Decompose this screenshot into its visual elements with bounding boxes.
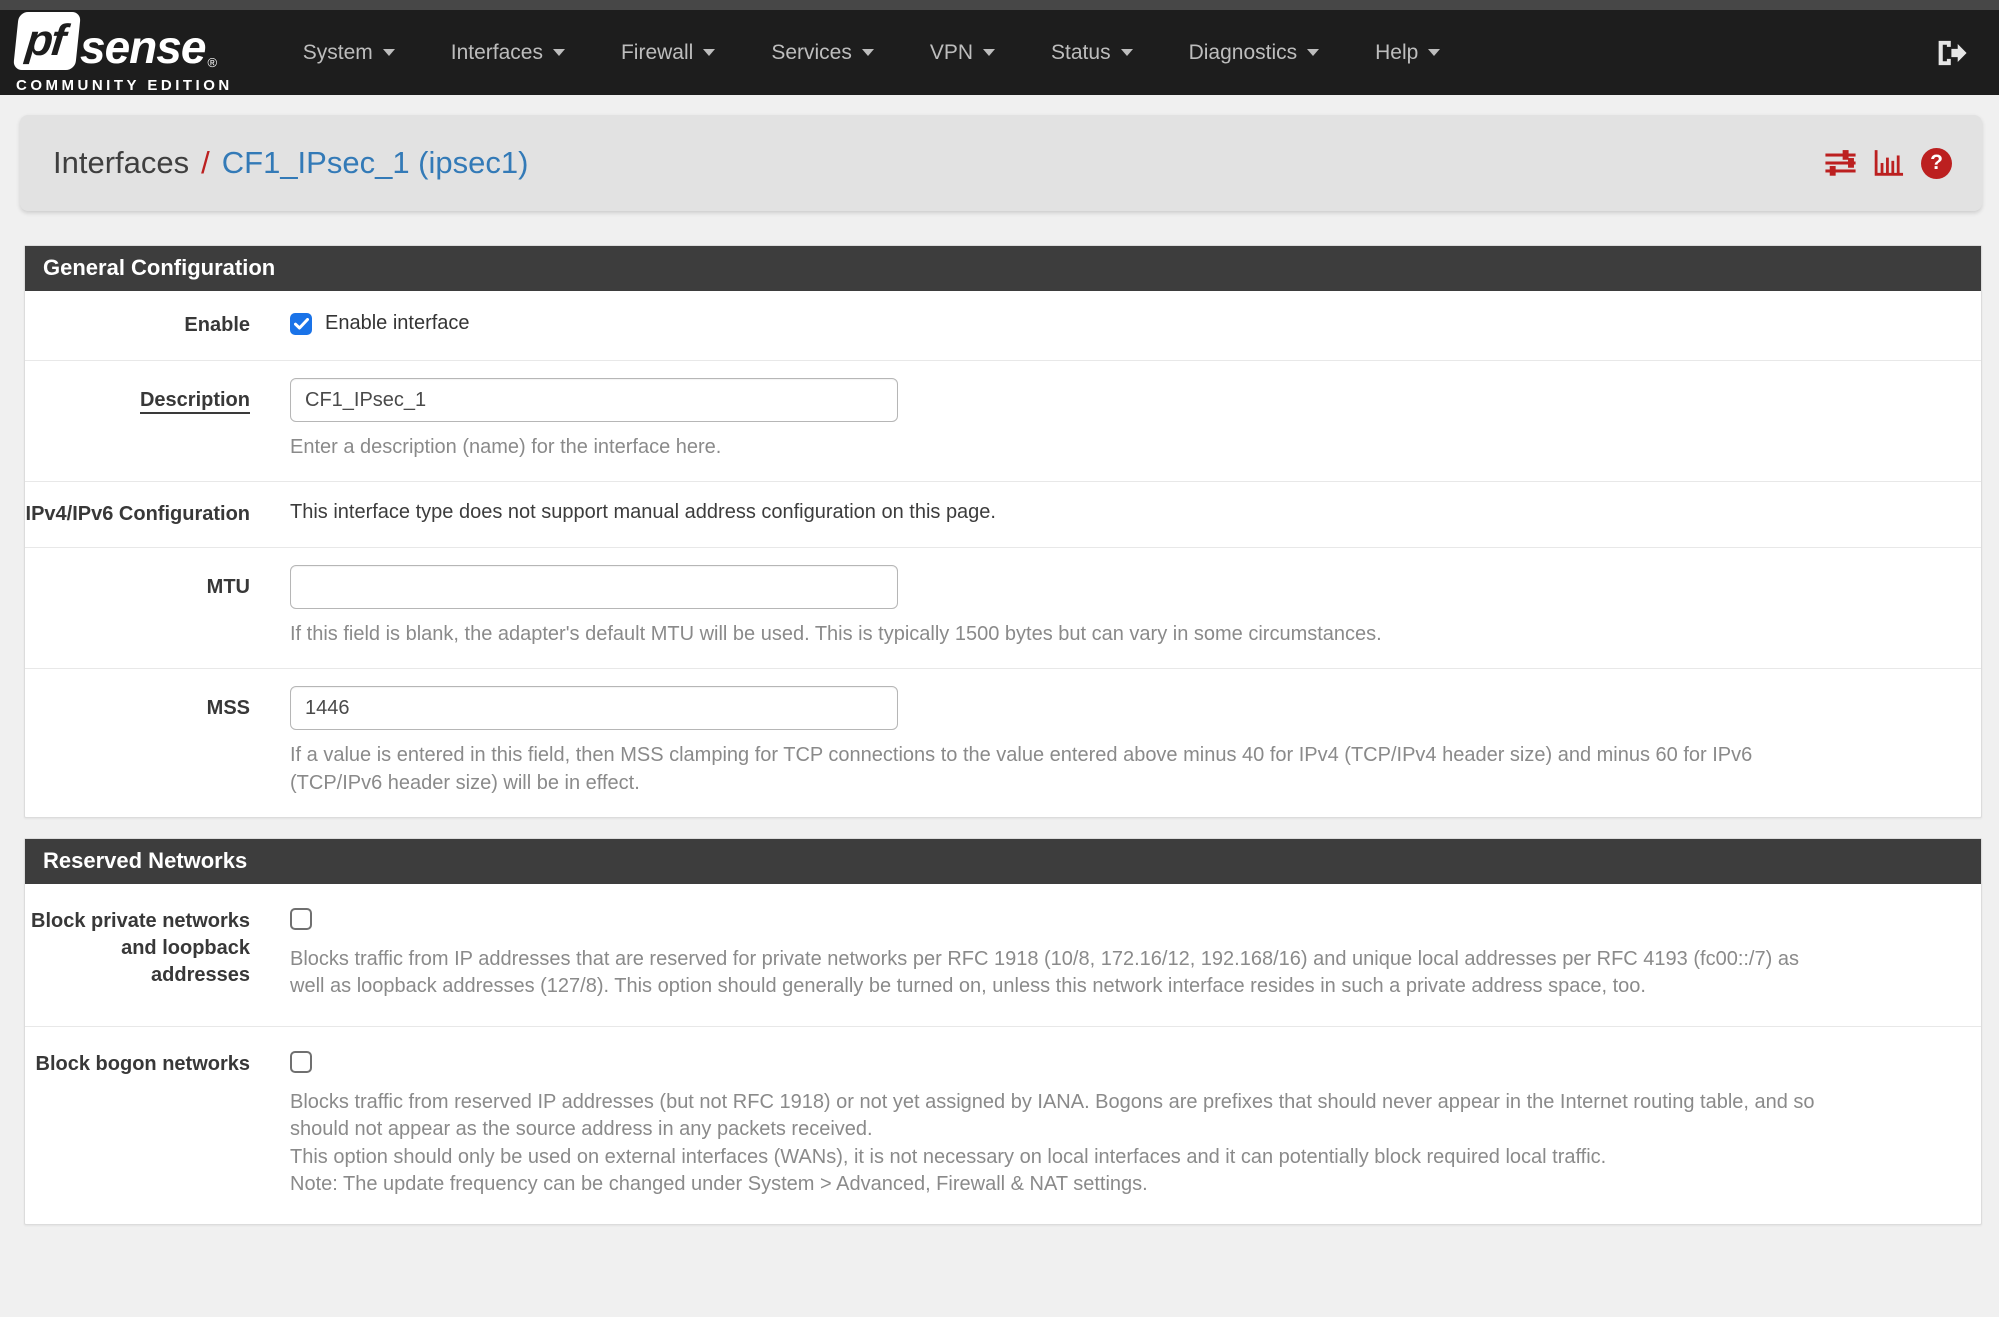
mss-input[interactable] [290, 686, 898, 730]
pfsense-logo[interactable] [16, 12, 233, 94]
breadcrumb-separator: / [201, 145, 210, 180]
chevron-down-icon [1428, 49, 1440, 56]
registered-mark: ® [207, 54, 218, 70]
block-bogon-help-text-1: Blocks traffic from reserved IP addresses (but not RFC 1918) or not yet assigned by IANA. Bogons are prefixes that should never appear in the Internet routing table, and so should not appear as the source address in any packets received. [290, 1091, 1815, 1141]
nav-item-interfaces[interactable] [423, 10, 593, 95]
block-private-row [25, 884, 1981, 1026]
description-input[interactable] [290, 378, 898, 422]
description-help-text: Enter a description (name) for the interface here. [290, 436, 722, 458]
block-private-checkbox[interactable] [290, 908, 312, 930]
breadcrumb-current-page-link[interactable]: CF1_IPsec_1 (ipsec1) [221, 145, 529, 180]
mss-label: MSS [206, 697, 250, 720]
chevron-down-icon [553, 49, 565, 56]
mss-help-text: If a value is entered in this field, then MSS clamping for TCP connections to the value entered above minus 40 for IPv4 (TCP/IPv4 header size) and minus 60 for IPv6 (TCP/IPv6 header size) will be in effect. [290, 744, 1753, 794]
block-private-label: Block private networks and loopback addresses [31, 909, 250, 986]
mtu-row [25, 547, 1981, 668]
breadcrumb-section: Interfaces [53, 145, 190, 180]
bar-chart-icon[interactable] [1873, 149, 1904, 177]
nav-item-label: VPN [929, 40, 974, 64]
pfsense-logo-wordmark [16, 12, 233, 73]
block-bogon-help-text-3: Note: The update frequency can be changed under System > Advanced, Firewall & NAT settings. [290, 1172, 1148, 1195]
nav-item-services[interactable] [743, 10, 902, 95]
mtu-help-text: If this field is blank, the adapter's default MTU will be used. This is typically 1500 bytes but can vary in some circumstances. [290, 623, 1382, 646]
mss-row [25, 668, 1981, 816]
block-bogon-help-text-2: This option should only be used on external interfaces (WANs), it is not necessary on local interfaces and it can potentially block required local traffic. [290, 1145, 1607, 1168]
nav-item-label: Diagnostics [1188, 40, 1298, 64]
ip-configuration-row [25, 481, 1981, 547]
nav-item-system[interactable] [275, 10, 423, 95]
description-label-text: Description [140, 389, 250, 414]
panel-title-reserved-networks: Reserved Networks [25, 839, 1981, 884]
nav-item-label: Interfaces [450, 40, 543, 64]
pf-logo-sense: sense [80, 20, 206, 73]
nav-item-status[interactable] [1023, 10, 1161, 95]
chevron-down-icon [862, 49, 874, 56]
description-row [25, 360, 1981, 481]
breadcrumb-toolbar [1825, 148, 1952, 179]
enable-row [25, 291, 1981, 360]
nav-item-vpn[interactable] [902, 10, 1023, 95]
main-navbar [0, 10, 1999, 95]
nav-item-help[interactable] [1347, 10, 1468, 95]
browser-top-strip [0, 0, 1999, 10]
pf-logo-pf: pf [23, 15, 67, 65]
block-bogon-checkbox[interactable] [290, 1051, 312, 1073]
ip-configuration-text: This interface type does not support manual address configuration on this page. [290, 501, 996, 524]
block-bogon-row [25, 1026, 1981, 1224]
help-icon[interactable]: ? [1921, 148, 1952, 179]
pf-logo-box [13, 12, 81, 70]
breadcrumb-bar [20, 115, 1982, 211]
enable-interface-checkbox-label: Enable interface [325, 312, 470, 334]
sliders-icon[interactable] [1825, 149, 1856, 177]
breadcrumb [53, 145, 528, 181]
nav-item-label: System [302, 40, 373, 64]
enable-interface-checkbox[interactable] [290, 313, 312, 335]
community-edition-tagline: COMMUNITY EDITION [16, 76, 233, 94]
reserved-networks-panel [24, 838, 1982, 1225]
sign-out-icon[interactable] [1935, 38, 1969, 68]
navbar-menu [275, 10, 1469, 95]
nav-item-label: Help [1375, 40, 1419, 64]
nav-item-label: Services [771, 40, 852, 64]
chevron-down-icon [383, 49, 395, 56]
nav-item-firewall[interactable] [593, 10, 743, 95]
block-bogon-label: Block bogon networks [35, 1053, 250, 1076]
enable-label: Enable [184, 314, 250, 336]
mtu-label: MTU [206, 576, 250, 599]
page-content [0, 245, 1999, 1225]
chevron-down-icon [703, 49, 715, 56]
block-private-help-text: Blocks traffic from IP addresses that are reserved for private networks per RFC 1918 (10/8, 172.16/12, 192.168/16) and unique local addresses per RFC 4193 (fc00::/7) as well as loopback addresses (127/8). This option should generally be turned on, unless this network interface resides in such a private address space, too. [290, 947, 1799, 997]
nav-item-label: Firewall [620, 40, 694, 64]
chevron-down-icon [983, 49, 995, 56]
description-label [25, 378, 290, 461]
nav-item-label: Status [1051, 40, 1111, 64]
general-configuration-panel [24, 245, 1982, 818]
panel-title-general-configuration: General Configuration [25, 246, 1981, 291]
chevron-down-icon [1121, 49, 1133, 56]
chevron-down-icon [1307, 49, 1319, 56]
mtu-input[interactable] [290, 565, 898, 609]
nav-item-diagnostics[interactable] [1161, 10, 1348, 95]
ip-configuration-label: IPv4/IPv6 Configuration [25, 503, 250, 526]
